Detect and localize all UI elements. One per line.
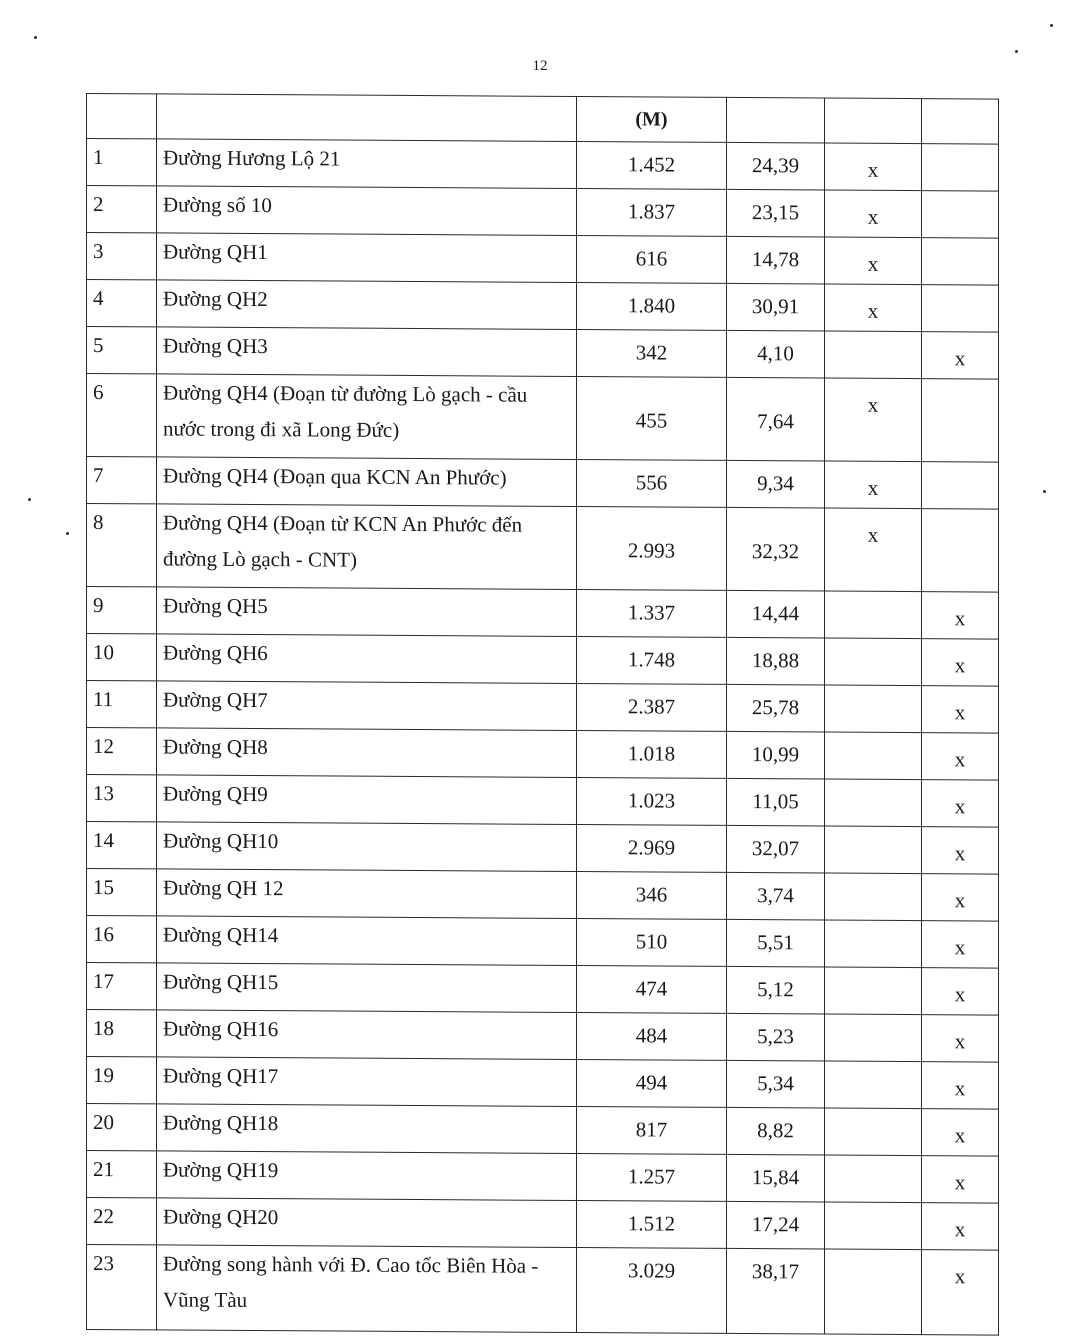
road-name-cell: Đường QH1 — [157, 233, 577, 283]
mark-col-a-cell — [825, 638, 922, 686]
mark-col-b-cell — [922, 509, 999, 592]
mark-col-a-cell — [825, 685, 922, 733]
road-name-cell: Đường QH19 — [157, 1151, 577, 1201]
area-cell: 23,15 — [727, 189, 825, 237]
length-cell: 3.029 — [577, 1247, 727, 1333]
mark-col-a-cell — [825, 826, 922, 874]
table-row — [87, 1245, 999, 1336]
row-number-cell: 4 — [87, 280, 157, 327]
scan-speck — [28, 498, 31, 501]
length-cell: 1.837 — [577, 188, 727, 236]
mark-col-a-cell — [825, 1202, 922, 1250]
header-cell-name — [157, 94, 577, 142]
road-name-cell: Đường QH7 — [157, 681, 577, 731]
mark-col-a-cell — [825, 591, 922, 639]
area-cell: 32,07 — [727, 825, 825, 873]
table-row — [87, 587, 999, 640]
table-row — [87, 1198, 999, 1251]
table-row — [87, 233, 999, 286]
area-cell: 24,39 — [727, 142, 825, 190]
area-cell: 25,78 — [727, 684, 825, 732]
road-name-cell: Đường Hương Lộ 21 — [157, 139, 577, 189]
length-cell: 2.387 — [577, 683, 727, 731]
row-number-cell: 1 — [87, 139, 157, 186]
mark-col-a-cell — [825, 331, 922, 379]
area-cell: 30,91 — [727, 283, 825, 331]
row-number-cell: 6 — [87, 374, 157, 457]
mark-col-b-cell: x — [922, 827, 999, 874]
area-cell: 5,12 — [727, 966, 825, 1014]
table-row — [87, 186, 999, 239]
table-row — [87, 822, 999, 875]
table-row — [87, 634, 999, 687]
row-number-cell: 8 — [87, 504, 157, 587]
road-name-cell: Đường QH8 — [157, 728, 577, 778]
row-number-cell: 11 — [87, 681, 157, 728]
mark-col-b-cell: x — [922, 639, 999, 686]
road-name-cell: Đường QH 12 — [157, 869, 577, 919]
scan-speck — [1050, 24, 1053, 27]
mark-col-a-cell: x — [825, 190, 922, 238]
road-name-cell: Đường QH18 — [157, 1104, 577, 1154]
row-number-cell: 17 — [87, 963, 157, 1010]
table-row — [87, 1104, 999, 1157]
area-cell: 5,23 — [727, 1013, 825, 1061]
mark-col-b-cell: x — [922, 592, 999, 639]
mark-col-a-cell — [825, 873, 922, 921]
road-table — [86, 93, 999, 1336]
mark-col-a-cell — [825, 967, 922, 1015]
length-cell: 1.337 — [577, 589, 727, 637]
mark-col-a-cell — [825, 1061, 922, 1109]
road-name-cell: Đường QH16 — [157, 1010, 577, 1060]
row-number-cell: 18 — [87, 1010, 157, 1057]
area-cell: 38,17 — [727, 1248, 825, 1334]
header-cell-area — [727, 97, 825, 143]
length-cell: 342 — [577, 329, 727, 377]
mark-col-b-cell — [922, 379, 999, 462]
road-name-cell: Đường số 10 — [157, 186, 577, 236]
table-row — [87, 504, 999, 593]
table-row — [87, 681, 999, 734]
table-header-row — [87, 94, 999, 145]
area-cell: 32,32 — [727, 507, 825, 591]
table-row — [87, 775, 999, 828]
length-cell: 556 — [577, 459, 727, 507]
area-cell: 4,10 — [727, 330, 825, 378]
table-row — [87, 280, 999, 333]
row-number-cell: 12 — [87, 728, 157, 775]
row-number-cell: 19 — [87, 1057, 157, 1104]
road-name-cell: Đường QH9 — [157, 775, 577, 825]
row-number-cell: 3 — [87, 233, 157, 280]
area-cell: 17,24 — [727, 1201, 825, 1249]
table-row — [87, 963, 999, 1016]
row-number-cell: 15 — [87, 869, 157, 916]
mark-col-b-cell — [922, 462, 999, 509]
mark-col-b-cell: x — [922, 733, 999, 780]
table-row — [87, 916, 999, 969]
area-cell: 11,05 — [727, 778, 825, 826]
road-name-cell: Đường QH3 — [157, 327, 577, 377]
length-cell: 455 — [577, 376, 727, 460]
mark-col-b-cell: x — [922, 874, 999, 921]
mark-col-b-cell — [922, 285, 999, 332]
mark-col-a-cell — [825, 779, 922, 827]
length-cell: 2.993 — [577, 506, 727, 590]
table-row — [87, 327, 999, 380]
length-cell: 817 — [577, 1106, 727, 1154]
table-row — [87, 139, 999, 192]
road-name-cell: Đường QH2 — [157, 280, 577, 330]
mark-col-a-cell: x — [825, 284, 922, 332]
road-name-cell: Đường QH6 — [157, 634, 577, 684]
row-number-cell: 16 — [87, 916, 157, 963]
length-cell: 2.969 — [577, 824, 727, 872]
length-cell: 484 — [577, 1012, 727, 1060]
scan-speck — [34, 36, 37, 39]
table-row — [87, 869, 999, 922]
mark-col-b-cell: x — [922, 1015, 999, 1062]
mark-col-b-cell: x — [922, 968, 999, 1015]
area-cell: 14,78 — [727, 236, 825, 284]
mark-col-b-cell: x — [922, 780, 999, 827]
row-number-cell: 20 — [87, 1104, 157, 1151]
page-number: 12 — [532, 58, 548, 74]
table-row — [87, 457, 999, 510]
mark-col-a-cell — [825, 1249, 922, 1335]
row-number-cell: 23 — [87, 1245, 157, 1330]
area-cell: 14,44 — [727, 590, 825, 638]
mark-col-a-cell: x — [825, 508, 922, 592]
road-name-cell: Đường QH10 — [157, 822, 577, 872]
mark-col-b-cell: x — [922, 1203, 999, 1250]
row-number-cell: 10 — [87, 634, 157, 681]
road-name-cell: Đường QH15 — [157, 963, 577, 1013]
row-number-cell: 5 — [87, 327, 157, 374]
header-cell-stt — [87, 94, 157, 139]
length-cell: 1.512 — [577, 1200, 727, 1248]
area-cell: 3,74 — [727, 872, 825, 920]
length-cell: 1.840 — [577, 282, 727, 330]
length-cell: 1.452 — [577, 141, 727, 189]
road-name-cell: Đường QH20 — [157, 1198, 577, 1248]
mark-col-a-cell: x — [825, 378, 922, 462]
length-cell: 1.023 — [577, 777, 727, 825]
length-cell: 510 — [577, 918, 727, 966]
road-name-cell: Đường QH4 (Đoạn từ đường Lò gạch - cầu nước trong đi xã Long Đức) — [157, 374, 577, 460]
mark-col-b-cell: x — [922, 686, 999, 733]
row-number-cell: 14 — [87, 822, 157, 869]
mark-col-b-cell: x — [922, 921, 999, 968]
header-cell-col-a — [825, 98, 922, 144]
road-name-cell: Đường QH4 (Đoạn từ KCN An Phước đến đường Lò gạch - CNT) — [157, 504, 577, 590]
area-cell: 5,51 — [727, 919, 825, 967]
length-cell: 1.018 — [577, 730, 727, 778]
mark-col-a-cell: x — [825, 143, 922, 191]
mark-col-a-cell — [825, 732, 922, 780]
mark-col-b-cell — [922, 144, 999, 191]
area-cell: 10,99 — [727, 731, 825, 779]
row-number-cell: 21 — [87, 1151, 157, 1198]
length-cell: 616 — [577, 235, 727, 283]
mark-col-b-cell: x — [922, 1062, 999, 1109]
mark-col-a-cell: x — [825, 237, 922, 285]
mark-col-b-cell: x — [922, 332, 999, 379]
mark-col-a-cell — [825, 1108, 922, 1156]
road-name-cell: Đường QH5 — [157, 587, 577, 637]
mark-col-a-cell — [825, 1014, 922, 1062]
mark-col-a-cell: x — [825, 461, 922, 509]
mark-col-a-cell — [825, 1155, 922, 1203]
scan-speck — [1043, 490, 1046, 493]
mark-col-b-cell: x — [922, 1156, 999, 1203]
length-cell: 346 — [577, 871, 727, 919]
row-number-cell: 7 — [87, 457, 157, 504]
table-row — [87, 1010, 999, 1063]
mark-col-b-cell: x — [922, 1250, 999, 1335]
scan-speck — [66, 532, 69, 535]
table-row — [87, 374, 999, 463]
length-cell: 1.257 — [577, 1153, 727, 1201]
row-number-cell: 22 — [87, 1198, 157, 1245]
area-cell: 9,34 — [727, 460, 825, 508]
road-name-cell: Đường QH14 — [157, 916, 577, 966]
scan-speck — [1015, 50, 1018, 53]
length-cell: 494 — [577, 1059, 727, 1107]
length-cell: 474 — [577, 965, 727, 1013]
length-cell: 1.748 — [577, 636, 727, 684]
area-cell: 15,84 — [727, 1154, 825, 1202]
road-name-cell: Đường song hành với Đ. Cao tốc Biên Hòa - Vũng Tàu — [157, 1245, 577, 1333]
header-cell-col-b — [922, 99, 999, 144]
mark-col-b-cell — [922, 191, 999, 238]
row-number-cell: 9 — [87, 587, 157, 634]
mark-col-b-cell: x — [922, 1109, 999, 1156]
table-row — [87, 728, 999, 781]
row-number-cell: 2 — [87, 186, 157, 233]
table-row — [87, 1057, 999, 1110]
table-row — [87, 1151, 999, 1204]
area-cell: 7,64 — [727, 377, 825, 461]
row-number-cell: 13 — [87, 775, 157, 822]
road-name-cell: Đường QH4 (Đoạn qua KCN An Phước) — [157, 457, 577, 507]
area-cell: 8,82 — [727, 1107, 825, 1155]
header-cell-length-unit: (M) — [577, 96, 727, 142]
area-cell: 18,88 — [727, 637, 825, 685]
mark-col-a-cell — [825, 920, 922, 968]
mark-col-b-cell — [922, 238, 999, 285]
area-cell: 5,34 — [727, 1060, 825, 1108]
road-name-cell: Đường QH17 — [157, 1057, 577, 1107]
